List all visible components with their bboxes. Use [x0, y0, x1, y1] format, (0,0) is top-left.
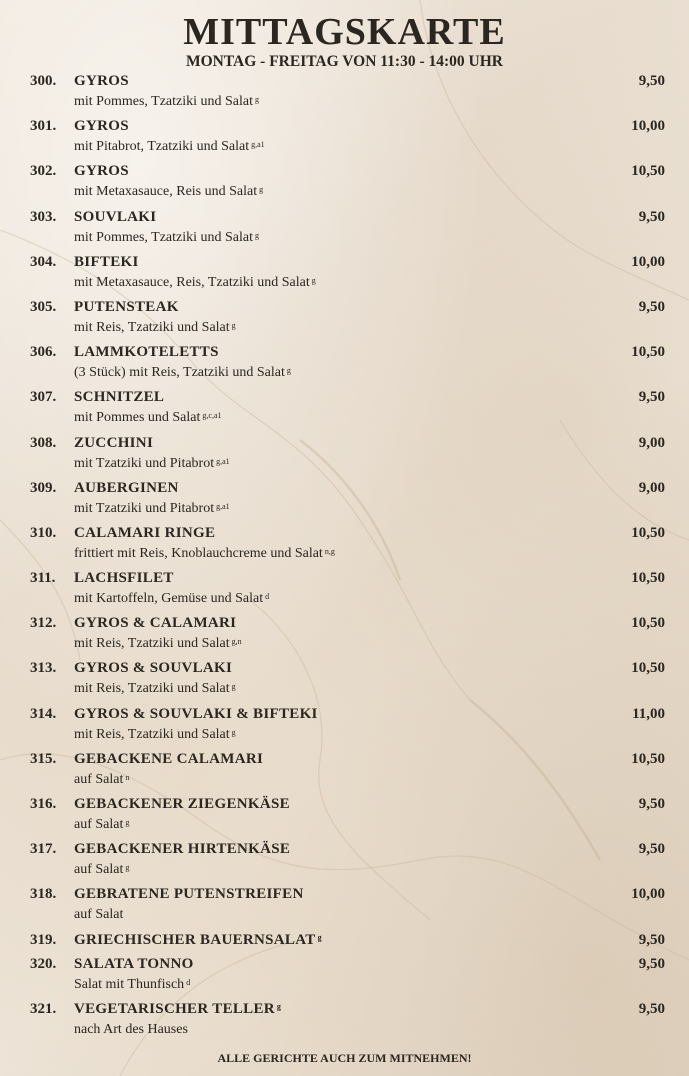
item-description-text: frittiert mit Reis, Knoblauchcreme und Salat: [74, 545, 323, 561]
item-number: 313.: [30, 660, 57, 677]
item-number: 321.: [30, 1000, 57, 1017]
allergen-code: g: [125, 863, 130, 873]
item-description-text: mit Pommes, Tzatziki und Salat: [74, 229, 253, 245]
item-description-text: mit Reis, Tzatziki und Salat: [74, 636, 230, 652]
item-description-text: (3 Stück) mit Reis, Tzatziki und Salat: [74, 365, 285, 381]
item-name-text: SOUVLAKI: [74, 208, 157, 225]
item-description: [74, 1021, 188, 1038]
item-number: 302.: [30, 163, 57, 180]
menu-item: [0, 388, 689, 433]
item-name-text: VEGETARISCHER TELLER: [74, 1000, 275, 1017]
item-name: [74, 569, 174, 587]
allergen-code: g: [317, 932, 322, 942]
menu-item: [0, 955, 689, 1000]
item-description-text: mit Metaxasauce, Reis und Salat: [74, 184, 258, 200]
item-name: [74, 388, 164, 406]
item-description: [74, 229, 259, 246]
takeaway-note: ALLE GERICHTE AUCH ZUM MITNEHMEN!: [217, 1051, 472, 1065]
item-description-text: mit Reis, Tzatziki und Salat: [74, 319, 230, 335]
item-name: [74, 659, 232, 677]
item-number: 308.: [30, 434, 57, 451]
item-description: [74, 635, 242, 652]
item-name-text: GRIECHISCHER BAUERNSALAT: [74, 931, 316, 948]
menu-item: [0, 931, 689, 955]
item-name: [74, 840, 290, 858]
item-name-text: ZUCCHINI: [74, 434, 154, 451]
item-price: 9,50: [638, 955, 665, 972]
item-description-text: mit Pommes und Salat: [74, 410, 201, 426]
item-name-text: PUTENSTEAK: [74, 298, 179, 315]
item-price: 11,00: [632, 705, 665, 722]
item-description-text: auf Salat: [74, 862, 124, 878]
item-name: [74, 479, 179, 497]
item-number: 303.: [30, 208, 57, 225]
item-number: 304.: [30, 253, 57, 270]
item-price: 10,00: [631, 886, 665, 903]
item-name: [74, 614, 236, 632]
item-name-text: BIFTEKI: [74, 253, 139, 270]
item-description-text: nach Art des Hauses: [74, 1021, 188, 1037]
item-name: [74, 434, 153, 452]
item-number: 309.: [30, 479, 57, 496]
item-name-text: GYROS & SOUVLAKI & BIFTEKI: [74, 705, 318, 722]
item-price: 10,50: [631, 750, 665, 767]
item-number: 319.: [30, 931, 57, 948]
item-name-text: GYROS & CALAMARI: [74, 615, 237, 632]
menu-item: [0, 298, 689, 343]
item-description: [74, 545, 335, 562]
item-description-text: mit Reis, Tzatziki und Salat: [74, 681, 230, 697]
item-description-text: auf Salat: [74, 817, 124, 832]
item-name-text: GYROS: [74, 118, 129, 135]
menu-item: [0, 162, 689, 207]
menu-item: [0, 1000, 689, 1045]
item-name-text: GEBRATENE PUTENSTREIFEN: [74, 886, 304, 903]
menu-item: [0, 569, 689, 614]
item-price: 9,50: [638, 73, 665, 89]
item-price: 10,00: [631, 253, 665, 270]
item-name-text: LACHSFILET: [74, 570, 174, 587]
item-description: [74, 680, 236, 697]
allergen-code: g: [259, 185, 264, 195]
item-description: [74, 771, 129, 788]
item-name-text: CALAMARI RINGE: [74, 524, 216, 541]
item-number: 315.: [30, 750, 57, 767]
item-description: [74, 93, 259, 110]
menu-item: [0, 479, 689, 524]
menu-item: [0, 208, 689, 253]
item-description: [74, 816, 129, 833]
item-price: 10,50: [631, 660, 665, 677]
item-name-text: GYROS: [74, 163, 129, 180]
item-description-text: mit Reis, Tzatziki und Salat: [74, 726, 230, 742]
item-description-text: mit Tzatziki und Pitabrot: [74, 500, 215, 516]
item-price: 9,50: [638, 1000, 665, 1017]
allergen-code: g: [286, 366, 291, 376]
menu-item: [0, 750, 689, 795]
item-description: [74, 274, 316, 291]
item-price: 9,50: [638, 796, 665, 812]
page-title: MITTAGSKARTE: [183, 11, 506, 53]
item-name-text: LAMMKOTELETTS: [74, 344, 219, 361]
item-name-text: GEBACKENER ZIEGENKÄSE: [74, 796, 290, 812]
item-number: 301.: [30, 118, 57, 135]
menu-item: [0, 885, 689, 930]
item-price: 10,50: [631, 344, 665, 361]
item-name-text: GEBACKENE CALAMARI: [74, 750, 264, 767]
item-price: 10,50: [631, 570, 665, 587]
menu-item: [0, 795, 689, 840]
allergen-code: g,a1: [251, 140, 265, 150]
item-name-text: SALATA TONNO: [74, 955, 194, 972]
item-number: 318.: [30, 886, 57, 903]
allergen-code: g,n: [231, 637, 242, 647]
item-number: 300.: [30, 73, 57, 89]
item-name: [74, 955, 194, 973]
item-name-text: SCHNITZEL: [74, 389, 165, 406]
item-description: [74, 976, 190, 993]
item-name: [74, 750, 263, 768]
item-number: 307.: [30, 389, 57, 406]
item-name: [74, 705, 318, 723]
item-number: 320.: [30, 955, 57, 972]
item-name-text: AUBERGINEN: [74, 479, 179, 496]
item-number: 317.: [30, 841, 57, 858]
item-price: 9,50: [638, 841, 665, 858]
item-description-text: mit Metaxasauce, Reis, Tzatziki und Salat: [74, 274, 310, 290]
item-description-text: Salat mit Thunfisch: [74, 976, 185, 992]
item-description: [74, 364, 291, 381]
menu-item: [0, 253, 689, 298]
item-description-text: mit Pommes, Tzatziki und Salat: [74, 94, 253, 109]
opening-hours: MONTAG - FREITAG VON 11:30 - 14:00 UHR: [185, 53, 503, 70]
allergen-code: d: [265, 592, 270, 602]
item-price: 10,50: [631, 524, 665, 541]
item-number: 306.: [30, 344, 57, 361]
allergen-code: n: [125, 772, 130, 782]
item-description: [74, 183, 263, 200]
menu-header: [0, 12, 689, 71]
item-description: [74, 500, 230, 517]
item-price: 9,50: [638, 931, 665, 948]
menu-item: [0, 840, 689, 885]
item-name: [74, 117, 129, 135]
item-price: 9,00: [638, 479, 665, 496]
allergen-code: g,a1: [216, 501, 230, 511]
item-number: 314.: [30, 705, 57, 722]
allergen-code: g: [276, 1001, 282, 1011]
item-name-text: GYROS: [74, 73, 129, 89]
allergen-code: g: [125, 818, 130, 827]
allergen-code: g: [255, 95, 259, 104]
allergen-code: g,a1: [216, 456, 230, 466]
item-price: 10,50: [631, 163, 665, 180]
item-name-text: GEBACKENER HIRTENKÄSE: [74, 841, 291, 858]
menu-item: [0, 614, 689, 659]
allergen-code: g: [231, 320, 236, 330]
item-description: [74, 138, 265, 155]
item-description: [74, 906, 123, 923]
item-description: [74, 726, 236, 743]
item-description-text: mit Pitabrot, Tzatziki und Salat: [74, 139, 250, 155]
item-name-text: GYROS & SOUVLAKI: [74, 660, 233, 677]
allergen-code: g: [231, 682, 236, 692]
item-name: [74, 253, 139, 271]
item-description: [74, 590, 269, 607]
item-name: [74, 162, 129, 180]
allergen-code: d: [186, 977, 191, 987]
item-price: 10,50: [631, 615, 665, 632]
menu-item: [0, 343, 689, 388]
item-number: 311.: [30, 570, 56, 587]
item-number: 305.: [30, 298, 57, 315]
item-description: [74, 861, 129, 878]
item-price: 9,00: [638, 434, 665, 451]
menu-item: [0, 705, 689, 750]
menu-list: [0, 72, 689, 1045]
menu-item: [0, 659, 689, 704]
menu-item: [0, 434, 689, 479]
item-number: 310.: [30, 524, 57, 541]
item-number: 316.: [30, 796, 57, 812]
item-description-text: mit Kartoffeln, Gemüse und Salat: [74, 591, 264, 607]
item-description: [74, 409, 222, 426]
item-name: [74, 208, 156, 226]
item-price: 9,50: [638, 208, 665, 225]
item-price: 9,50: [638, 389, 665, 406]
item-name: [74, 885, 304, 903]
item-name: [74, 72, 129, 90]
item-name: [74, 1000, 281, 1018]
item-name: [74, 524, 215, 542]
item-price: 10,00: [631, 118, 665, 135]
menu-item: [0, 524, 689, 569]
item-price: 9,50: [638, 298, 665, 315]
allergen-code: g: [255, 230, 259, 240]
item-name: [74, 795, 290, 813]
menu-item: [0, 72, 689, 117]
allergen-code: n,g: [324, 546, 335, 556]
item-description-text: auf Salat: [74, 771, 124, 787]
item-description-text: mit Tzatziki und Pitabrot: [74, 455, 215, 471]
allergen-code: g: [231, 727, 236, 737]
item-description: [74, 319, 236, 336]
item-name: [74, 298, 179, 316]
allergen-code: g,c,a1: [202, 411, 222, 421]
item-number: 312.: [30, 615, 57, 632]
item-description-text: auf Salat: [74, 907, 124, 923]
allergen-code: g: [311, 275, 316, 285]
item-description: [74, 455, 230, 472]
menu-item: [0, 117, 689, 162]
item-name: [74, 931, 322, 949]
item-name: [74, 343, 219, 361]
